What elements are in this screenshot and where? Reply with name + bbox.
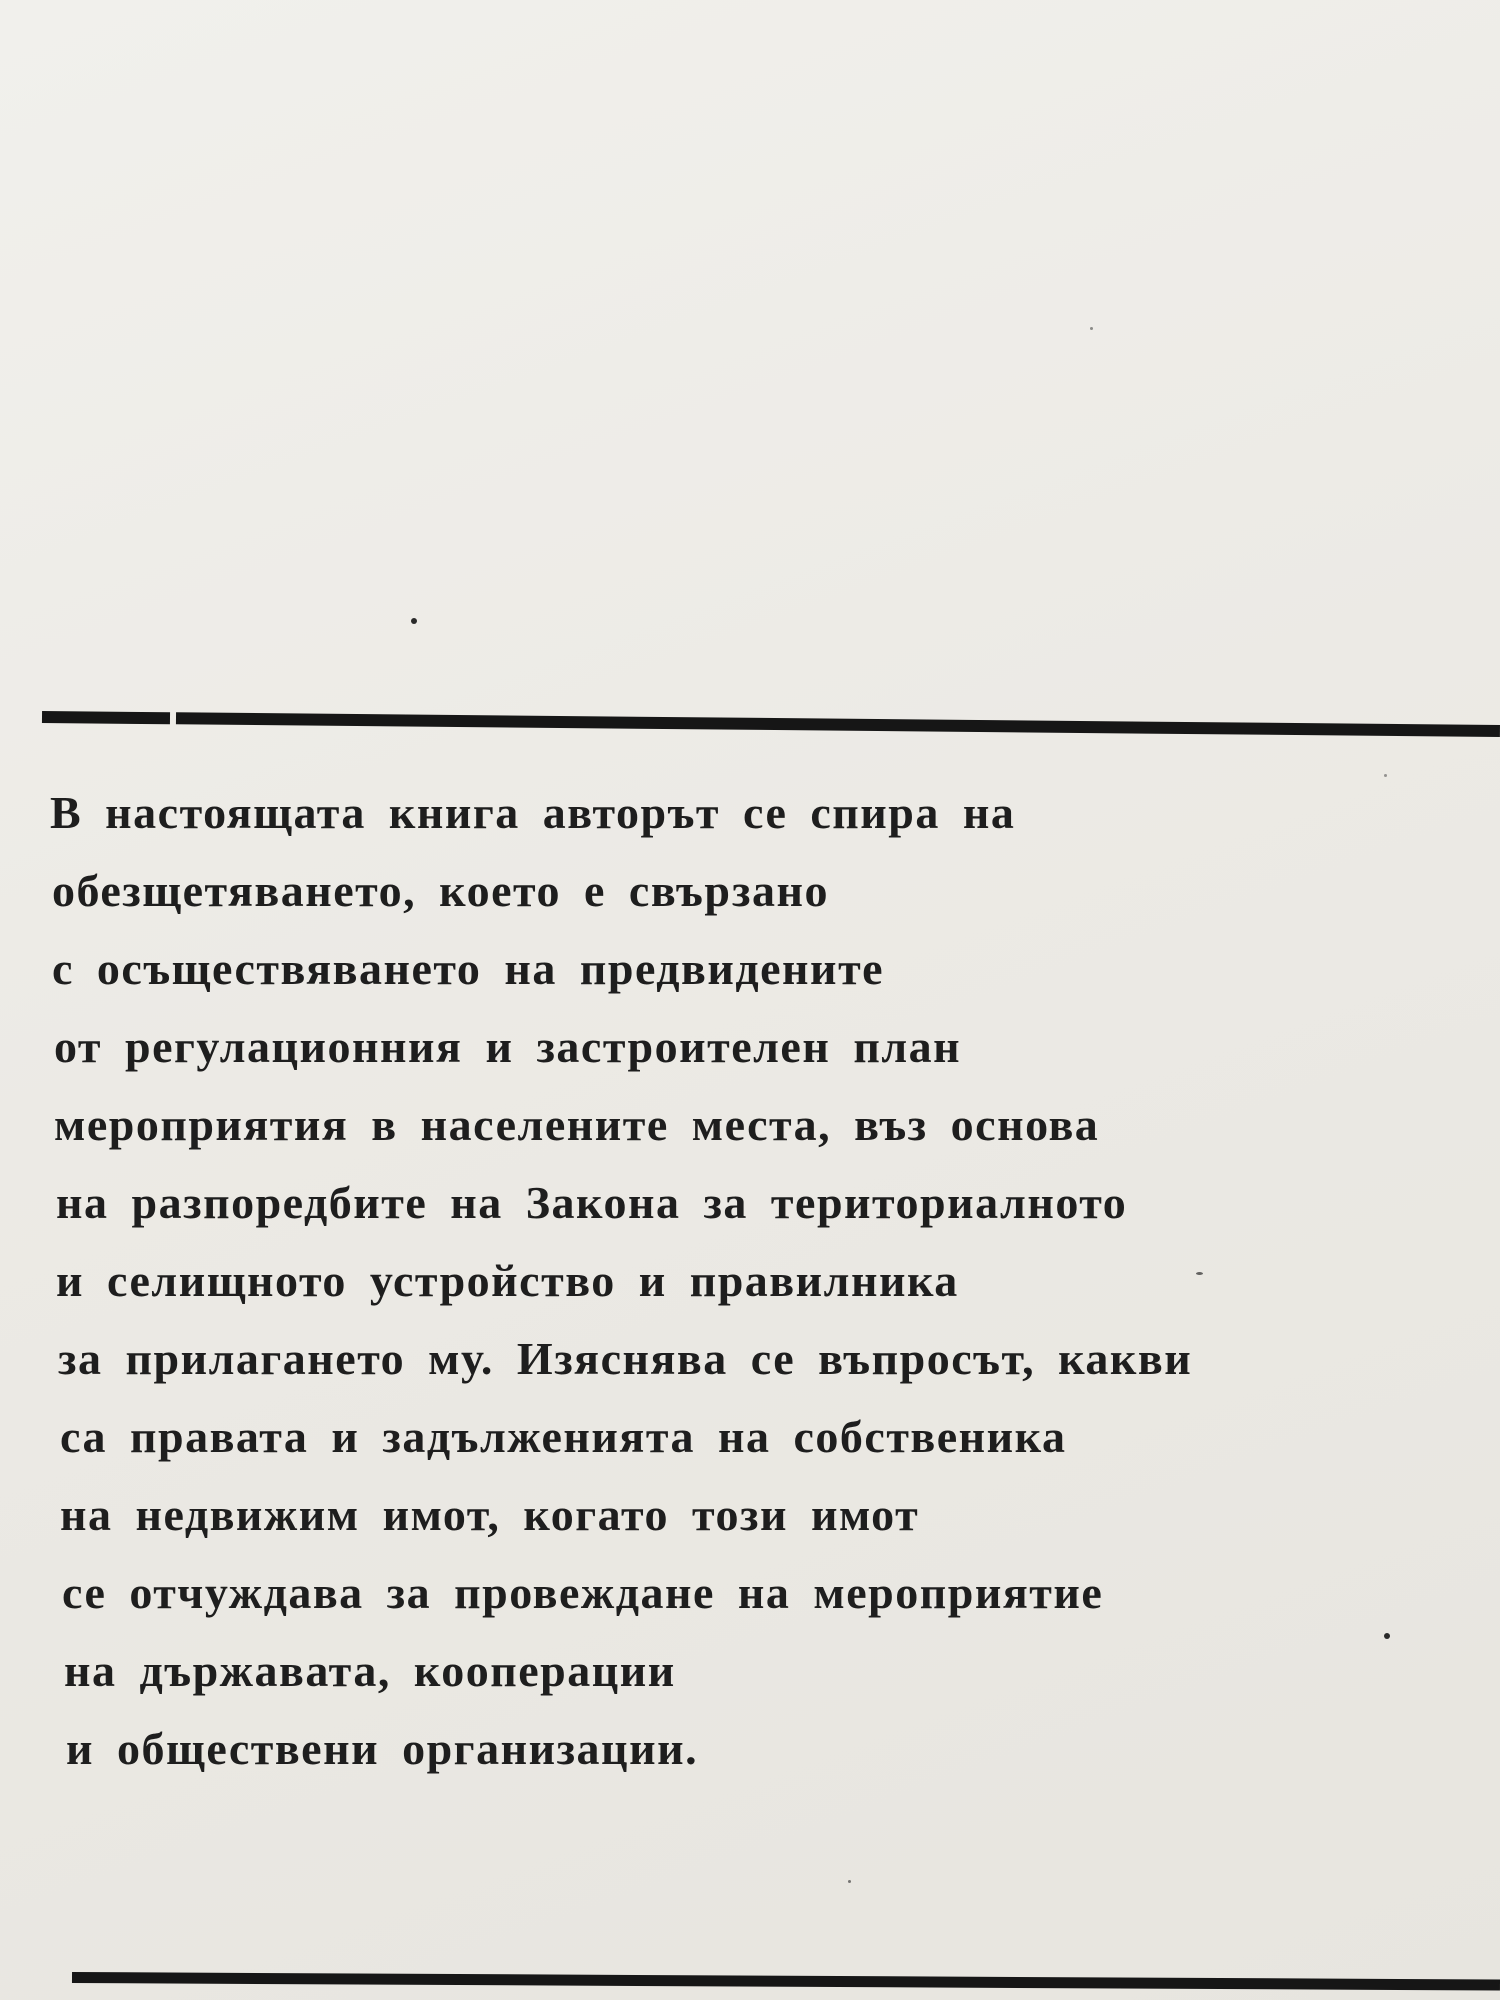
description-line: мероприятия в населените места, въз основа — [54, 1099, 1100, 1150]
ink-speck — [1196, 1272, 1203, 1275]
top-divider-segment-long — [176, 712, 1500, 737]
description-line: от регулационния и застроителен план — [54, 1021, 962, 1072]
description-line: обезщетяването, което е свързано — [52, 865, 829, 916]
description-line: за прилагането му. Изяснява се въпросът, какви — [58, 1333, 1193, 1384]
description-line: на недвижим имот, когато този имот — [60, 1489, 920, 1540]
ink-speck — [1384, 774, 1387, 777]
ink-speck — [848, 1880, 851, 1883]
top-divider-segment-short — [42, 711, 170, 724]
description-line: са правата и задълженията на собственика — [60, 1411, 1067, 1462]
description-line: на държавата, кооперации — [64, 1645, 676, 1696]
description-line: на разпоредбите на Закона за териториалното — [56, 1177, 1128, 1228]
description-line: и селищното устройство и правилника — [56, 1255, 959, 1306]
ink-speck — [1090, 327, 1093, 330]
bottom-divider-rule — [72, 1972, 1500, 1990]
description-line: и обществени организации. — [66, 1723, 699, 1774]
description-line: с осъществяването на предвидените — [52, 943, 885, 994]
ink-speck — [1384, 1633, 1390, 1639]
ink-speck — [411, 618, 417, 624]
description-line: В настоящата книга авторът се спира на — [50, 787, 1016, 838]
description-line: се отчуждава за провеждане на мероприятие — [62, 1567, 1104, 1618]
top-divider-rule — [42, 711, 1500, 737]
